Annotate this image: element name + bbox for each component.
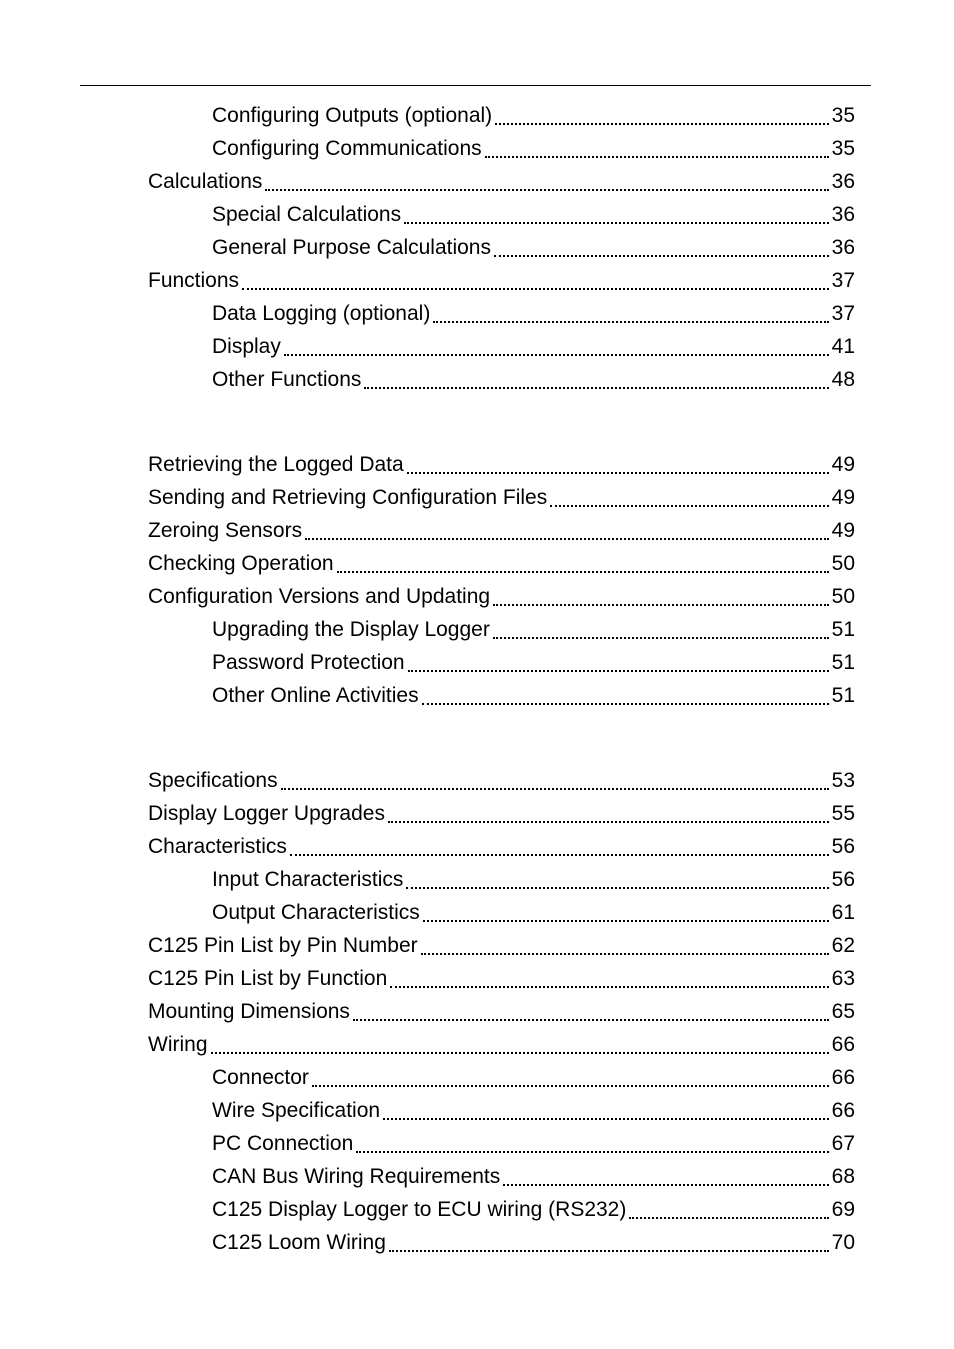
- toc-entry-title: General Purpose Calculations: [212, 236, 491, 259]
- toc-page-number: 41: [831, 335, 855, 358]
- dot-leader: [389, 1249, 829, 1252]
- toc-subentry[interactable]: [212, 330, 855, 363]
- toc-page-number: 56: [831, 835, 855, 858]
- group-spacer: [0, 712, 954, 764]
- toc-subentry[interactable]: [212, 99, 855, 132]
- toc-subentry[interactable]: [212, 896, 855, 929]
- toc-page-number: 66: [831, 1066, 855, 1089]
- dot-leader: [550, 504, 828, 507]
- toc-page-number: 66: [831, 1033, 855, 1056]
- dot-leader: [265, 188, 828, 191]
- toc-entry[interactable]: [148, 929, 855, 962]
- dot-leader: [421, 952, 829, 955]
- toc-subentry[interactable]: [212, 231, 855, 264]
- toc-page-number: 37: [831, 269, 855, 292]
- toc-page-number: 36: [831, 170, 855, 193]
- dot-leader: [284, 353, 829, 356]
- toc-entry[interactable]: [148, 481, 855, 514]
- dot-leader: [503, 1183, 828, 1186]
- toc-page-number: 55: [831, 802, 855, 825]
- toc-entry-title: Connector: [212, 1066, 309, 1089]
- toc-entry[interactable]: [148, 962, 855, 995]
- group-spacer: [0, 396, 954, 448]
- toc-entry-title: Calculations: [148, 170, 263, 193]
- dot-leader: [407, 471, 829, 474]
- dot-leader: [242, 287, 829, 290]
- toc-entry[interactable]: [148, 1028, 855, 1061]
- dot-leader: [423, 919, 829, 922]
- toc-entry[interactable]: [148, 165, 855, 198]
- toc-subentry[interactable]: [212, 1127, 855, 1160]
- toc-entry-title: Zeroing Sensors: [148, 519, 303, 542]
- toc-page-number: 50: [831, 552, 855, 575]
- toc-subentry[interactable]: [212, 679, 855, 712]
- dot-leader: [290, 853, 829, 856]
- toc-entry-title: Wire Specification: [212, 1099, 381, 1122]
- dot-leader: [281, 787, 829, 790]
- dot-leader: [495, 122, 828, 125]
- toc-subentry[interactable]: [212, 297, 855, 330]
- toc-entry[interactable]: [148, 764, 855, 797]
- toc-page-number: 66: [831, 1099, 855, 1122]
- toc-subentry[interactable]: [212, 1160, 855, 1193]
- toc-entry-title: Configuring Communications: [212, 137, 482, 160]
- dot-leader: [388, 820, 829, 823]
- toc-page-number: 36: [831, 236, 855, 259]
- toc-page-number: 62: [831, 934, 855, 957]
- toc-page-number: 35: [831, 104, 855, 127]
- toc-entry-title: Functions: [148, 269, 240, 292]
- toc-page-number: 56: [831, 868, 855, 891]
- dot-leader: [390, 985, 828, 988]
- toc-page-number: 50: [831, 585, 855, 608]
- toc-entry[interactable]: [148, 830, 855, 863]
- toc-page-number: 51: [831, 618, 855, 641]
- toc-entry[interactable]: [148, 514, 855, 547]
- toc-subentry[interactable]: [212, 1061, 855, 1094]
- toc-entry-title: C125 Display Logger to ECU wiring (RS232): [212, 1198, 627, 1221]
- toc-entry[interactable]: [148, 995, 855, 1028]
- toc-entry-title: Input Characteristics: [212, 868, 404, 891]
- header-rule: [80, 85, 871, 86]
- dot-leader: [383, 1117, 829, 1120]
- dot-leader: [433, 320, 828, 323]
- table-of-contents: [0, 99, 954, 1259]
- toc-page-number: 65: [831, 1000, 855, 1023]
- toc-entry-title: Specifications: [148, 769, 278, 792]
- toc-entry[interactable]: [148, 797, 855, 830]
- toc-page-number: 51: [831, 651, 855, 674]
- toc-entry-title: C125 Pin List by Function: [148, 967, 388, 990]
- toc-subentry[interactable]: [212, 132, 855, 165]
- dot-leader: [493, 603, 829, 606]
- toc-subentry[interactable]: [212, 1226, 855, 1259]
- toc-entry-title: Display: [212, 335, 281, 358]
- toc-entry-title: Output Characteristics: [212, 901, 420, 924]
- toc-subentry[interactable]: [212, 863, 855, 896]
- toc-entry-title: Sending and Retrieving Configuration Files: [148, 486, 548, 509]
- dot-leader: [404, 221, 829, 224]
- toc-entry-title: Other Online Activities: [212, 684, 419, 707]
- toc-page-number: 70: [831, 1231, 855, 1254]
- toc-subentry[interactable]: [212, 1193, 855, 1226]
- dot-leader: [356, 1150, 828, 1153]
- toc-entry-title: Other Functions: [212, 368, 362, 391]
- dot-leader: [211, 1051, 829, 1054]
- toc-entry-title: Retrieving the Logged Data: [148, 453, 404, 476]
- toc-page-number: 35: [831, 137, 855, 160]
- dot-leader: [629, 1216, 828, 1219]
- dot-leader: [337, 570, 829, 573]
- toc-subentry[interactable]: [212, 363, 855, 396]
- dot-leader: [494, 254, 829, 257]
- toc-entry-title: CAN Bus Wiring Requirements: [212, 1165, 501, 1188]
- toc-entry-title: Special Calculations: [212, 203, 402, 226]
- toc-entry-title: Configuration Versions and Updating: [148, 585, 491, 608]
- toc-entry[interactable]: [148, 448, 855, 481]
- toc-page-number: 49: [831, 453, 855, 476]
- dot-leader: [312, 1084, 829, 1087]
- toc-page-number: 63: [831, 967, 855, 990]
- toc-entry[interactable]: [148, 264, 855, 297]
- toc-entry-title: Characteristics: [148, 835, 287, 858]
- toc-page-number: 68: [831, 1165, 855, 1188]
- toc-page-number: 49: [831, 486, 855, 509]
- dot-leader: [422, 702, 829, 705]
- dot-leader: [493, 636, 829, 639]
- toc-page-number: 53: [831, 769, 855, 792]
- toc-page-number: 48: [831, 368, 855, 391]
- dot-leader: [305, 537, 829, 540]
- toc-entry-title: C125 Pin List by Pin Number: [148, 934, 418, 957]
- toc-entry-title: C125 Loom Wiring: [212, 1231, 386, 1254]
- toc-entry-title: PC Connection: [212, 1132, 354, 1155]
- dot-leader: [408, 669, 829, 672]
- dot-leader: [485, 155, 829, 158]
- toc-subentry[interactable]: [212, 613, 855, 646]
- toc-entry-title: Configuring Outputs (optional): [212, 104, 493, 127]
- toc-page-number: 49: [831, 519, 855, 542]
- toc-entry-title: Mounting Dimensions: [148, 1000, 350, 1023]
- toc-entry[interactable]: [148, 580, 855, 613]
- toc-entry-title: Wiring: [148, 1033, 208, 1056]
- toc-page-number: 36: [831, 203, 855, 226]
- toc-entry-title: Upgrading the Display Logger: [212, 618, 490, 641]
- toc-entry-title: Password Protection: [212, 651, 405, 674]
- toc-entry-title: Data Logging (optional): [212, 302, 431, 325]
- toc-page-number: 51: [831, 684, 855, 707]
- toc-entry-title: Checking Operation: [148, 552, 334, 575]
- dot-leader: [353, 1018, 829, 1021]
- dot-leader: [364, 386, 828, 389]
- toc-page-number: 67: [831, 1132, 855, 1155]
- toc-entry-title: Display Logger Upgrades: [148, 802, 385, 825]
- toc-page-number: 69: [831, 1198, 855, 1221]
- toc-subentry[interactable]: [212, 1094, 855, 1127]
- toc-subentry[interactable]: [212, 646, 855, 679]
- toc-subentry[interactable]: [212, 198, 855, 231]
- toc-entry[interactable]: [148, 547, 855, 580]
- toc-page-number: 37: [831, 302, 855, 325]
- dot-leader: [406, 886, 828, 889]
- toc-page-number: 61: [831, 901, 855, 924]
